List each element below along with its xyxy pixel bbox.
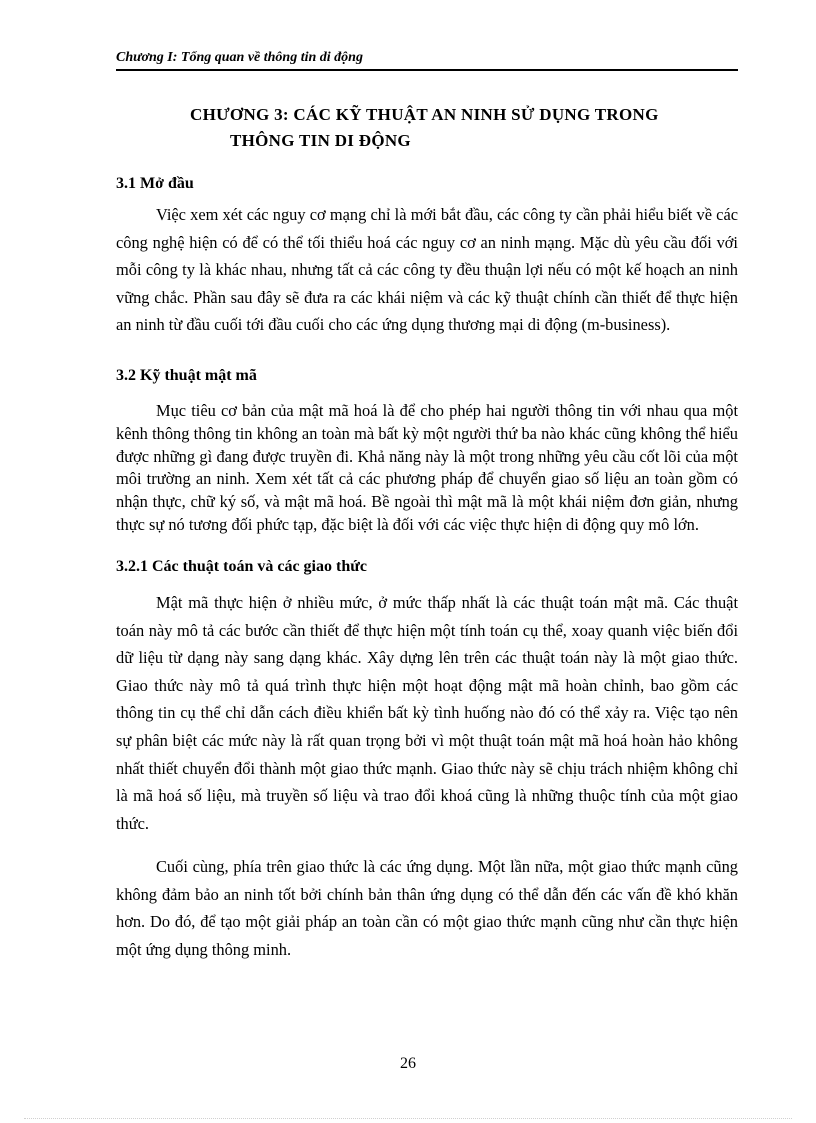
bottom-divider	[24, 1118, 792, 1119]
section-3-2-1-paragraph-2: Cuối cùng, phía trên giao thức là các ứng dụng. Một lần nữa, một giao thức mạnh cũng không đảm bảo an ninh tốt bởi chính bản thân ứng dụng có thể dẫn đến các vấn đề khó khăn hơn. Do đó, để tạo một giải pháp an toàn cần có một giao thức mạnh cũng như cần thực hiện một ứng dụng thông minh.	[116, 857, 738, 959]
section-3-2-1-paragraph-1: Mật mã thực hiện ở nhiều mức, ở mức thấp nhất là các thuật toán mật mã. Các thuật toán này mô tả các bước cần thiết để thực hiện một tính toán cụ thể, xoay quanh việc biến đổi dữ liệu từ dạng này sang dạng khác. Xây dựng lên trên các thuật toán này là một giao thức. Giao thức này mô tả quá trình thực hiện một hoạt động mật mã hoàn chỉnh, bao gồm các thông tin cụ thể chỉ dẫn cách điều khiển bất kỳ tình huống nào đó có thể xảy ra. Việc tạo nên sự phân biệt các mức này là rất quan trọng bởi vì một thuật toán mật mã hoá hoàn hảo không nhất thiết chuyển đổi thành một giao thức mạnh. Giao thức này sẽ chịu trách nhiệm không chỉ là mã hoá số liệu, mà truyền số liệu và trao đổi khoá cũng là những thuộc tính của một giao thức.	[116, 593, 738, 833]
running-header: Chương I: Tổng quan về thông tin di động	[116, 49, 738, 71]
section-heading-3-2: 3.2 Kỹ thuật mật mã	[116, 367, 257, 384]
section-3-2-paragraph: Mục tiêu cơ bản của mật mã hoá là để cho phép hai người thông tin với nhau qua một kênh thông thông tin không an toàn mà bất kỳ một người thứ ba nào khác cũng không thể hiểu được những gì đang được truyền đi. Khả năng này là một trong những yêu cầu cốt lõi của một môi trường an ninh. Xem xét tất cả các phương pháp để chuyển giao số liệu an toàn gồm có nhận thực, chữ ký số, và mật mã hoá. Bề ngoài thì mật mã là một khái niệm đơn giản, nhưng thực sự nó tương đối phức tạp, đặc biệt là đối với các việc thực hiện di động quy mô lớn.	[116, 401, 738, 534]
chapter-title-line-1: CHƯƠNG 3: CÁC KỸ THUẬT AN NINH SỬ DỤNG TRONG	[190, 105, 659, 124]
chapter-title-line-2: THÔNG TIN DI ĐỘNG	[230, 131, 411, 150]
section-heading-3-1: 3.1 Mở đầu	[116, 175, 194, 192]
page-number: 26	[400, 1055, 416, 1072]
chapter-title	[190, 102, 738, 154]
section-3-1-paragraph: Việc xem xét các nguy cơ mạng chỉ là mới bắt đầu, các công ty cần phải hiểu biết về các công nghệ hiện có để có thể tối thiểu hoá các nguy cơ an ninh mạng. Mặc dù yêu cầu đối với mỗi công ty là khác nhau, nhưng tất cả các công ty đều thuận lợi nếu có một kế hoạch an ninh vững chắc. Phần sau đây sẽ đưa ra các khái niệm và các kỹ thuật chính cần thiết để thực hiện an ninh từ đầu cuối tới đầu cuối cho các ứng dụng thương mại di động (m-business).	[116, 205, 738, 335]
section-heading-3-2-1: 3.2.1 Các thuật toán và các giao thức	[116, 558, 367, 575]
